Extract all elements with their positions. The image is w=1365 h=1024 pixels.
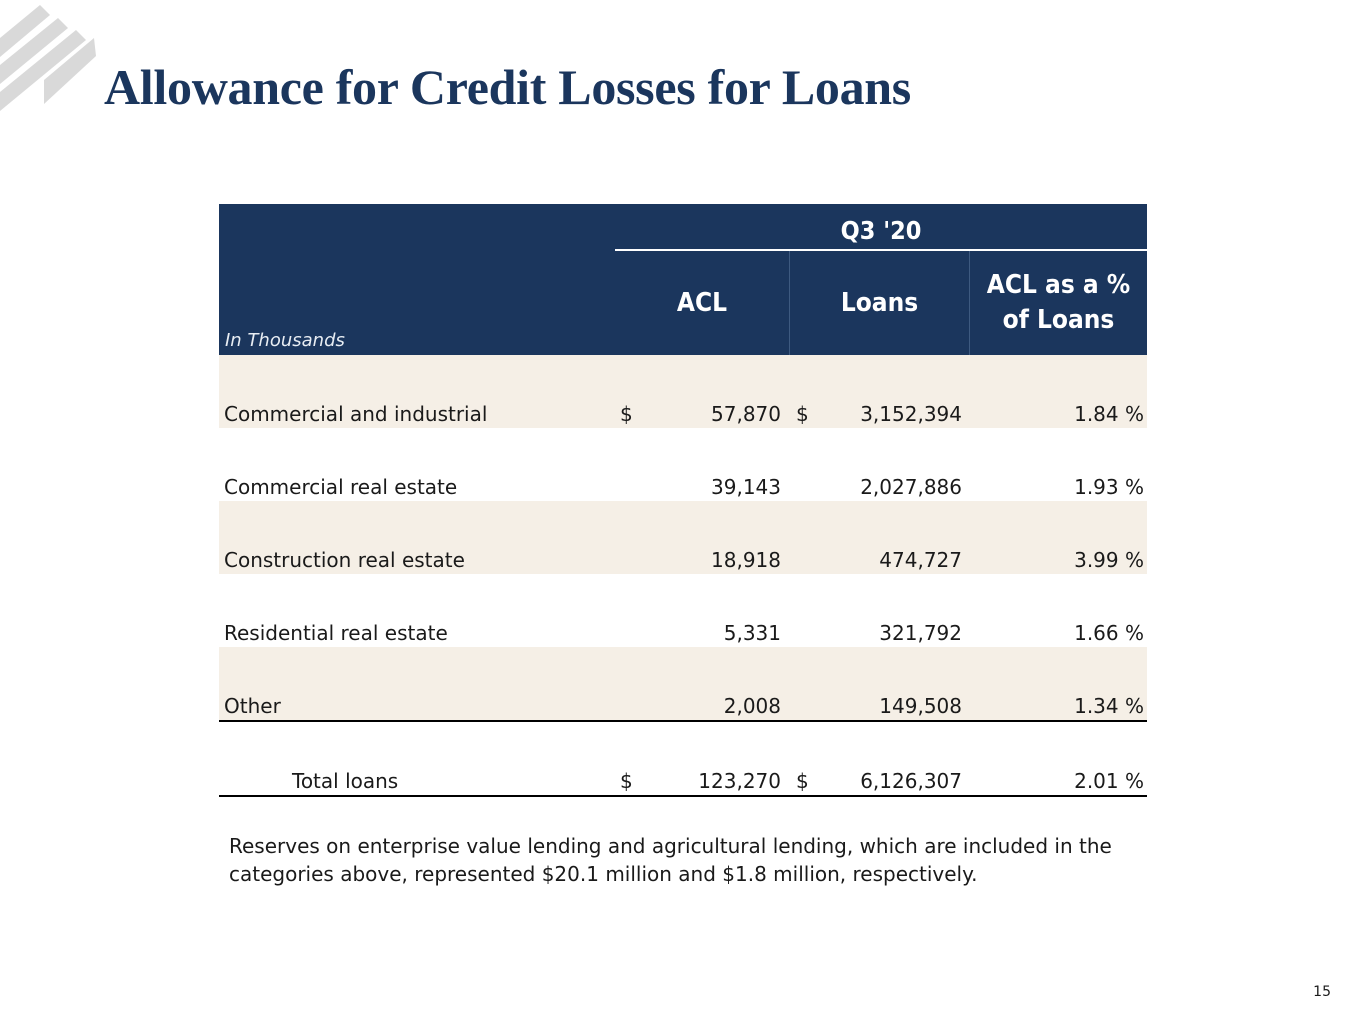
pct-value: 1.34 % bbox=[1074, 694, 1144, 718]
currency-symbol: $ bbox=[796, 769, 809, 793]
footnote-line2: categories above, represented $20.1 million and $1.8 million, respectively. bbox=[229, 862, 978, 886]
pct-value: 1.93 % bbox=[1074, 475, 1144, 499]
company-logo-icon bbox=[0, 0, 100, 115]
col-header-pct-line1: ACL as a % bbox=[986, 270, 1131, 300]
pct-value: 1.84 % bbox=[1074, 402, 1144, 426]
col-header-loans: Loans bbox=[840, 287, 919, 318]
period-header: Q3 '20 bbox=[840, 216, 922, 245]
total-pct-value: 2.01 % bbox=[1074, 769, 1144, 793]
table-row bbox=[219, 428, 1147, 501]
row-label: Construction real estate bbox=[224, 548, 465, 572]
row-label: Commercial and industrial bbox=[224, 402, 488, 426]
currency-symbol: $ bbox=[620, 402, 633, 426]
table-row bbox=[219, 574, 1147, 647]
loans-value: 2,027,886 bbox=[860, 475, 962, 499]
pct-value: 3.99 % bbox=[1074, 548, 1144, 572]
acl-value: 18,918 bbox=[711, 548, 781, 572]
loans-value: 321,792 bbox=[879, 621, 962, 645]
row-label: Other bbox=[224, 694, 281, 718]
acl-value: 5,331 bbox=[723, 621, 781, 645]
footnote bbox=[229, 832, 1129, 888]
col-header-pct bbox=[970, 251, 1147, 355]
table-row bbox=[219, 355, 1147, 428]
col-header-pct-line2: of Loans bbox=[1002, 305, 1115, 335]
total-label: Total loans bbox=[292, 769, 399, 793]
row-label: Commercial real estate bbox=[224, 475, 458, 499]
col-header-acl: ACL bbox=[676, 287, 728, 318]
total-acl-value: 123,270 bbox=[698, 769, 781, 793]
acl-table bbox=[219, 204, 1147, 797]
table-header bbox=[219, 204, 1147, 355]
acl-value: 57,870 bbox=[711, 402, 781, 426]
table-row bbox=[219, 501, 1147, 574]
loans-value: 474,727 bbox=[879, 548, 962, 572]
table-row bbox=[219, 647, 1147, 722]
loans-value: 3,152,394 bbox=[860, 402, 962, 426]
pct-value: 1.66 % bbox=[1074, 621, 1144, 645]
acl-value: 39,143 bbox=[711, 475, 781, 499]
currency-symbol: $ bbox=[796, 402, 809, 426]
row-label: Residential real estate bbox=[224, 621, 448, 645]
unit-label: In Thousands bbox=[225, 330, 345, 351]
total-loans-value: 6,126,307 bbox=[860, 769, 962, 793]
loans-value: 149,508 bbox=[879, 694, 962, 718]
page-title: Allowance for Credit Losses for Loans bbox=[104, 59, 911, 115]
footnote-line1: Reserves on enterprise value lending and agricultural lending, which are included in the bbox=[229, 834, 1112, 858]
page-number: 15 bbox=[1313, 984, 1331, 1000]
acl-value: 2,008 bbox=[723, 694, 781, 718]
total-row bbox=[219, 722, 1147, 797]
currency-symbol: $ bbox=[620, 769, 633, 793]
